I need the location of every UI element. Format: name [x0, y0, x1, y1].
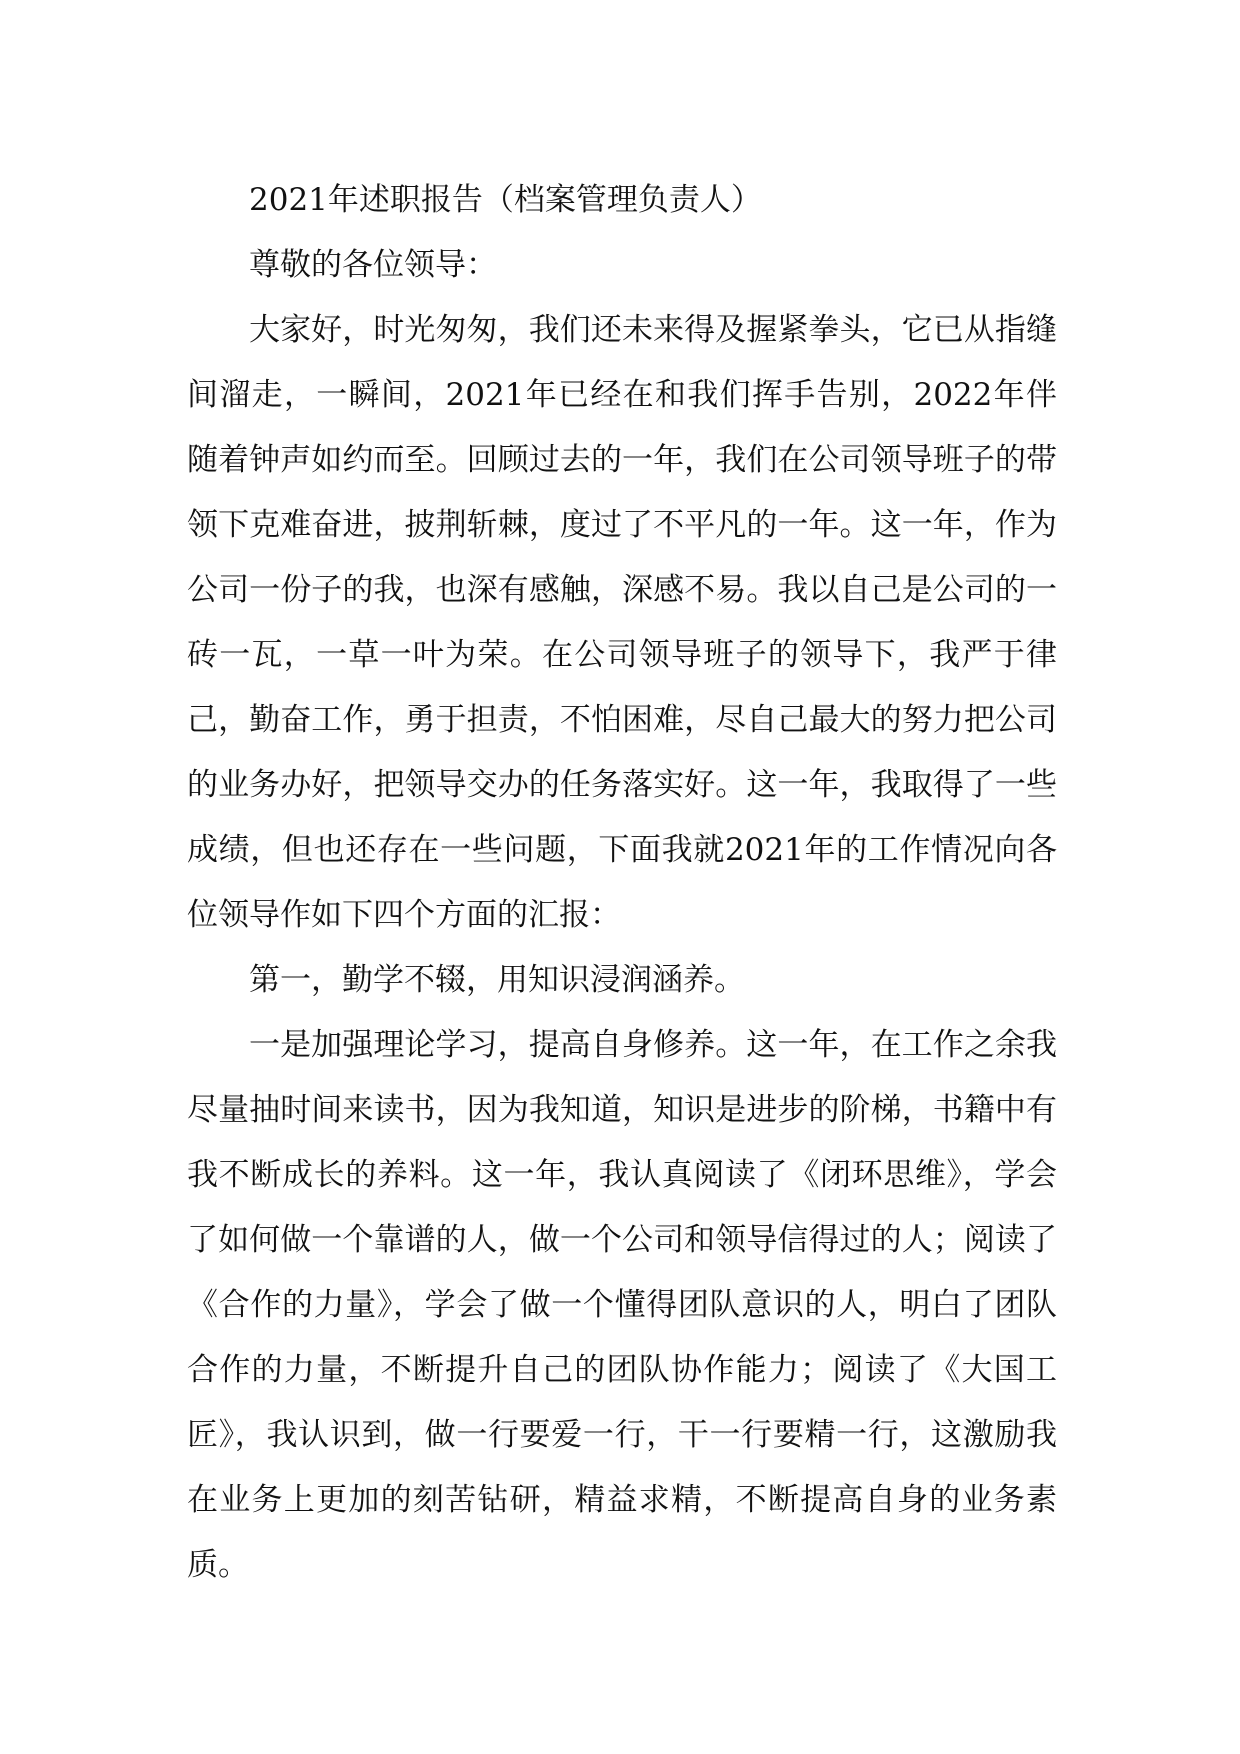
section-heading-first: 第一，勤学不辍，用知识浸润涵养。	[249, 962, 745, 998]
document-body	[187, 168, 1057, 1598]
document-title: 2021年述职报告（档案管理负责人）	[249, 182, 762, 218]
salutation: 尊敬的各位领导：	[249, 247, 497, 283]
paragraph-intro: 大家好，时光匆匆，我们还未来得及握紧拳头，它已从指缝间溜走，一瞬间，2021年已经在和我们挥手告别，2022年伴随着钟声如约而至。回顾过去的一年，我们在公司领导班子的带领下克难奋进，披荆斩棘，度过了不平凡的一年。这一年，作为公司一份子的我，也深有感触，深感不易。我以自己是公司的一砖一瓦，一草一叶为荣。在公司领导班子的领导下，我严于律己，勤奋工作，勇于担责，不怕困难，尽自己最大的努力把公司的业务办好，把领导交办的任务落实好。这一年，我取得了一些成绩，但也还存在一些问题，下面我就2021年的工作情况向各位领导作如下四个方面的汇报：	[187, 312, 1057, 933]
paragraph-study: 一是加强理论学习，提高自身修养。这一年，在工作之余我尽量抽时间来读书，因为我知道，知识是进步的阶梯，书籍中有我不断成长的养料。这一年，我认真阅读了《闭环思维》，学会了如何做一个靠谱的人，做一个公司和领导信得过的人；阅读了《合作的力量》，学会了做一个懂得团队意识的人，明白了团队合作的力量，不断提升自己的团队协作能力；阅读了《大国工匠》，我认识到，做一行要爱一行，干一行要精一行，这激励我在业务上更加的刻苦钻研，精益求精，不断提高自身的业务素质。	[187, 1027, 1057, 1583]
